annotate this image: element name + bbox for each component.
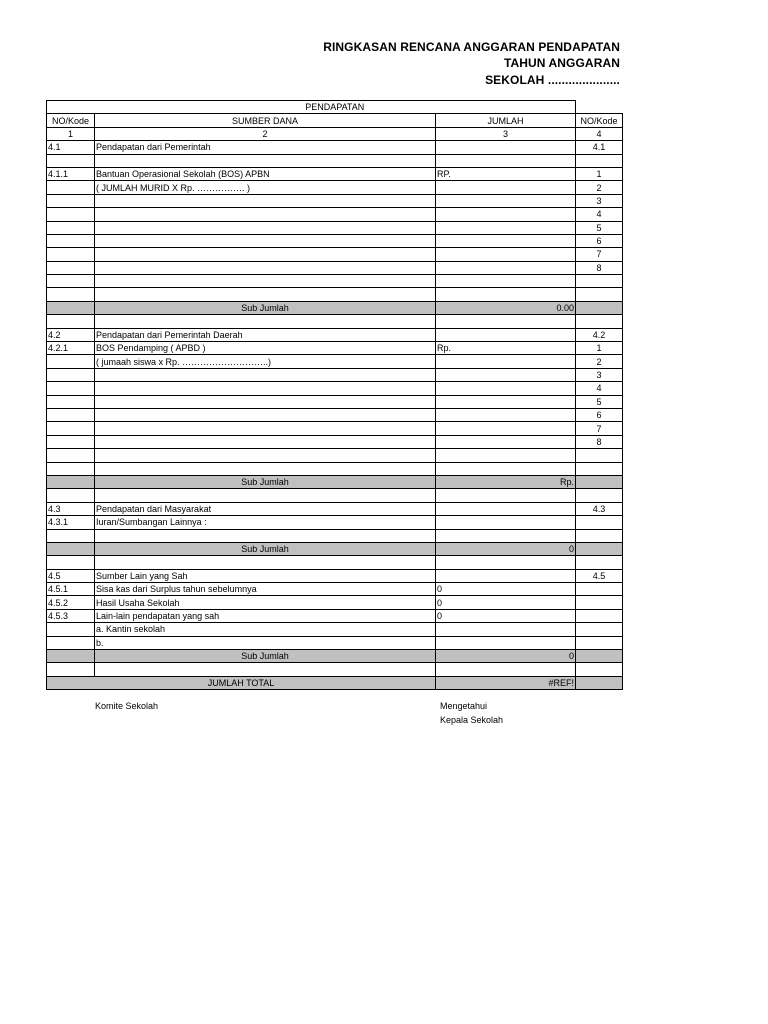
subtotal-amount: Rp. xyxy=(436,475,576,488)
description-cell: Lain-lain pendapatan yang sah xyxy=(95,609,436,622)
description-cell: BOS Pendamping ( APBD ) xyxy=(95,342,436,355)
table-row xyxy=(47,315,623,328)
ref-cell: 6 xyxy=(576,234,623,247)
code-cell xyxy=(47,542,95,555)
table-row xyxy=(47,328,623,341)
ref-cell xyxy=(576,489,623,502)
acknowledged-label: Mengetahui xyxy=(440,701,488,711)
description-cell: Iuran/Sumbangan Lainnya : xyxy=(95,516,436,529)
subtotal-amount: 0 xyxy=(436,542,576,555)
description-cell xyxy=(95,422,436,435)
amount-cell xyxy=(436,382,576,395)
table-row xyxy=(47,408,623,421)
amount-cell xyxy=(436,368,576,381)
grand-total-row xyxy=(47,676,623,689)
ref-cell xyxy=(576,154,623,167)
ref-cell xyxy=(576,475,623,488)
ref-cell: 2 xyxy=(576,355,623,368)
table-row xyxy=(47,167,623,180)
table-row xyxy=(47,342,623,355)
code-cell xyxy=(47,208,95,221)
code-cell xyxy=(47,556,95,569)
amount-cell xyxy=(436,328,576,341)
code-cell xyxy=(47,529,95,542)
description-cell: Sisa kas dari Surplus tahun sebelumnya xyxy=(95,583,436,596)
amount-cell xyxy=(436,408,576,421)
table-row xyxy=(47,368,623,381)
budget-rows xyxy=(47,141,623,690)
description-cell xyxy=(95,435,436,448)
ref-cell xyxy=(576,542,623,555)
amount-cell xyxy=(436,261,576,274)
amount-cell xyxy=(436,395,576,408)
amount-cell xyxy=(436,569,576,582)
amount-cell: 0 xyxy=(436,609,576,622)
code-cell: 4.5.3 xyxy=(47,609,95,622)
table-row xyxy=(47,141,623,154)
ref-cell xyxy=(576,623,623,636)
ref-cell xyxy=(576,275,623,288)
amount-cell xyxy=(436,422,576,435)
description-cell xyxy=(95,194,436,207)
amount-cell xyxy=(436,208,576,221)
amount-cell xyxy=(436,234,576,247)
code-cell xyxy=(47,663,95,676)
amount-cell xyxy=(436,529,576,542)
code-cell xyxy=(47,435,95,448)
table-row xyxy=(47,435,623,448)
code-cell: 4.5 xyxy=(47,569,95,582)
subtotal-row xyxy=(47,650,623,663)
code-cell xyxy=(47,248,95,261)
amount-cell xyxy=(436,489,576,502)
ref-cell xyxy=(576,449,623,462)
ref-cell: 8 xyxy=(576,435,623,448)
amount-cell xyxy=(436,623,576,636)
code-cell: 4.1 xyxy=(47,141,95,154)
description-cell: a. Kantin sekolah xyxy=(95,623,436,636)
col-header-no-kode-right: NO/Kode xyxy=(576,114,623,127)
code-cell xyxy=(47,181,95,194)
amount-cell xyxy=(436,449,576,462)
ref-cell xyxy=(576,556,623,569)
table-row xyxy=(47,261,623,274)
code-cell xyxy=(47,368,95,381)
description-cell xyxy=(95,275,436,288)
table-row xyxy=(47,596,623,609)
subtotal-row xyxy=(47,475,623,488)
description-cell xyxy=(95,154,436,167)
code-cell xyxy=(47,489,95,502)
col-number-4: 4 xyxy=(576,127,623,140)
ref-cell: 3 xyxy=(576,194,623,207)
code-cell xyxy=(47,422,95,435)
code-cell xyxy=(47,395,95,408)
code-cell xyxy=(47,449,95,462)
table-row xyxy=(47,489,623,502)
description-cell xyxy=(95,408,436,421)
ref-cell: 7 xyxy=(576,248,623,261)
description-cell xyxy=(95,489,436,502)
description-cell xyxy=(95,556,436,569)
table-row xyxy=(47,154,623,167)
ref-cell xyxy=(576,636,623,649)
table-row xyxy=(47,221,623,234)
description-cell xyxy=(95,529,436,542)
code-cell xyxy=(47,154,95,167)
table-row xyxy=(47,636,623,649)
description-cell xyxy=(95,315,436,328)
subtotal-label: Sub Jumlah xyxy=(95,475,436,488)
table-row xyxy=(47,609,623,622)
code-cell: 4.1.1 xyxy=(47,167,95,180)
description-cell: Pendapatan dari Pemerintah xyxy=(95,141,436,154)
amount-cell xyxy=(436,355,576,368)
code-cell xyxy=(47,475,95,488)
table-row xyxy=(47,569,623,582)
table-row xyxy=(47,382,623,395)
table-row xyxy=(47,395,623,408)
col-header-jumlah: JUMLAH xyxy=(436,114,576,127)
col-number-1: 1 xyxy=(47,127,95,140)
ref-cell xyxy=(576,315,623,328)
ref-cell: 7 xyxy=(576,422,623,435)
col-header-no-kode: NO/Kode xyxy=(47,114,95,127)
ref-cell: 1 xyxy=(576,167,623,180)
subtotal-amount: 0.00 xyxy=(436,301,576,314)
table-row xyxy=(47,449,623,462)
table-row xyxy=(47,288,623,301)
ref-cell: 4.3 xyxy=(576,502,623,515)
subtotal-row xyxy=(47,542,623,555)
grand-total-label: JUMLAH TOTAL xyxy=(47,676,436,689)
ref-cell: 5 xyxy=(576,221,623,234)
amount-cell xyxy=(436,141,576,154)
code-cell xyxy=(47,382,95,395)
col-number-2: 2 xyxy=(95,127,436,140)
description-cell xyxy=(95,208,436,221)
description-cell xyxy=(95,663,436,676)
code-cell xyxy=(47,408,95,421)
ref-cell: 2 xyxy=(576,181,623,194)
table-row xyxy=(47,623,623,636)
report-title: RINGKASAN RENCANA ANGGARAN PENDAPATAN xyxy=(323,40,620,54)
description-cell xyxy=(95,221,436,234)
amount-cell xyxy=(436,275,576,288)
amount-cell xyxy=(436,248,576,261)
ref-cell: 4.5 xyxy=(576,569,623,582)
description-cell xyxy=(95,368,436,381)
code-cell xyxy=(47,261,95,274)
table-row xyxy=(47,516,623,529)
table-row xyxy=(47,234,623,247)
amount-cell xyxy=(436,462,576,475)
ref-cell: 4.2 xyxy=(576,328,623,341)
table-row xyxy=(47,556,623,569)
subtotal-row xyxy=(47,301,623,314)
description-cell: Pendapatan dari Pemerintah Daerah xyxy=(95,328,436,341)
code-cell xyxy=(47,315,95,328)
table-row xyxy=(47,529,623,542)
code-cell xyxy=(47,462,95,475)
description-cell xyxy=(95,382,436,395)
description-cell xyxy=(95,449,436,462)
ref-cell: 3 xyxy=(576,368,623,381)
committee-signature-label: Komite Sekolah xyxy=(95,701,159,711)
ref-cell xyxy=(576,288,623,301)
code-cell xyxy=(47,288,95,301)
table-row xyxy=(47,583,623,596)
amount-cell xyxy=(436,636,576,649)
ref-cell xyxy=(576,516,623,529)
fiscal-year-label: TAHUN ANGGARAN xyxy=(503,56,620,70)
code-cell: 4.3 xyxy=(47,502,95,515)
code-cell xyxy=(47,194,95,207)
table-row xyxy=(47,181,623,194)
principal-signature-label: Kepala Sekolah xyxy=(440,715,504,725)
description-cell: Bantuan Operasional Sekolah (BOS) APBN xyxy=(95,167,436,180)
subtotal-label: Sub Jumlah xyxy=(95,301,436,314)
ref-cell: 4.1 xyxy=(576,141,623,154)
code-cell: 4.3.1 xyxy=(47,516,95,529)
ref-cell: 4 xyxy=(576,208,623,221)
subtotal-label: Sub Jumlah xyxy=(95,650,436,663)
description-cell xyxy=(95,248,436,261)
amount-cell: 0 xyxy=(436,583,576,596)
ref-cell: 5 xyxy=(576,395,623,408)
subtotal-amount: 0 xyxy=(436,650,576,663)
grand-total-amount: #REF! xyxy=(436,676,576,689)
description-cell xyxy=(95,462,436,475)
amount-cell xyxy=(436,663,576,676)
code-cell xyxy=(47,650,95,663)
amount-cell: 0 xyxy=(436,596,576,609)
code-cell: 4.5.2 xyxy=(47,596,95,609)
group-header-pendapatan: PENDAPATAN xyxy=(95,101,576,114)
table-row xyxy=(47,248,623,261)
ref-cell xyxy=(576,596,623,609)
school-name-label: SEKOLAH ..................... xyxy=(485,73,620,87)
code-cell xyxy=(47,623,95,636)
ref-cell: 1 xyxy=(576,342,623,355)
amount-cell: RP. xyxy=(436,167,576,180)
col-number-3: 3 xyxy=(436,127,576,140)
description-cell xyxy=(95,234,436,247)
description-cell: Hasil Usaha Sekolah xyxy=(95,596,436,609)
code-cell xyxy=(47,234,95,247)
amount-cell xyxy=(436,194,576,207)
ref-cell xyxy=(576,663,623,676)
amount-cell xyxy=(436,221,576,234)
ref-cell xyxy=(576,676,623,689)
table-row xyxy=(47,208,623,221)
ref-cell xyxy=(576,462,623,475)
amount-cell xyxy=(436,516,576,529)
code-cell xyxy=(47,301,95,314)
description-cell: Pendapatan dari Masyarakat xyxy=(95,502,436,515)
budget-summary-table xyxy=(46,100,623,690)
description-cell xyxy=(95,395,436,408)
code-cell xyxy=(47,355,95,368)
amount-cell xyxy=(436,435,576,448)
amount-cell xyxy=(436,502,576,515)
amount-cell xyxy=(436,556,576,569)
ref-cell: 6 xyxy=(576,408,623,421)
col-header-sumber-dana: SUMBER DANA xyxy=(95,114,436,127)
code-cell: 4.5.1 xyxy=(47,583,95,596)
code-cell xyxy=(47,636,95,649)
description-cell: Sumber Lain yang Sah xyxy=(95,569,436,582)
amount-cell xyxy=(436,315,576,328)
ref-cell xyxy=(576,583,623,596)
ref-cell: 8 xyxy=(576,261,623,274)
table-row xyxy=(47,355,623,368)
amount-cell xyxy=(436,154,576,167)
code-cell: 4.2 xyxy=(47,328,95,341)
ref-cell xyxy=(576,301,623,314)
subtotal-label: Sub Jumlah xyxy=(95,542,436,555)
description-cell: b. xyxy=(95,636,436,649)
code-cell xyxy=(47,275,95,288)
description-cell xyxy=(95,261,436,274)
table-row xyxy=(47,275,623,288)
amount-cell: Rp. xyxy=(436,342,576,355)
table-row xyxy=(47,462,623,475)
amount-cell xyxy=(436,288,576,301)
ref-cell xyxy=(576,529,623,542)
code-cell: 4.2.1 xyxy=(47,342,95,355)
table-row xyxy=(47,663,623,676)
table-row xyxy=(47,194,623,207)
table-row xyxy=(47,422,623,435)
ref-cell: 4 xyxy=(576,382,623,395)
description-cell xyxy=(95,288,436,301)
code-cell xyxy=(47,221,95,234)
ref-cell xyxy=(576,609,623,622)
description-cell: ( jumaah siswa x Rp. ………………………..) xyxy=(95,355,436,368)
description-cell: ( JUMLAH MURID X Rp. ……………. ) xyxy=(95,181,436,194)
table-row xyxy=(47,502,623,515)
amount-cell xyxy=(436,181,576,194)
ref-cell xyxy=(576,650,623,663)
